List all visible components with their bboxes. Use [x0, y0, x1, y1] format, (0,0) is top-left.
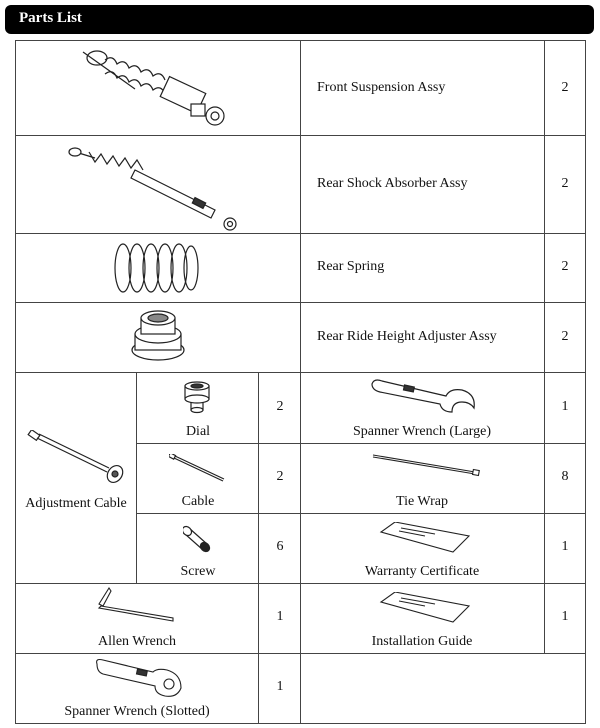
- part-name-rear-spring: Rear Spring: [317, 259, 385, 274]
- cable-icon: [169, 454, 227, 484]
- part-name-dial: Dial: [185, 424, 211, 439]
- part-name-warranty: Warranty Certificate: [364, 564, 480, 579]
- rear-shock-absorber-icon: [65, 140, 245, 232]
- screw-icon: [183, 524, 213, 554]
- part-name-rear-shock: Rear Shock Absorber Assy: [317, 176, 468, 191]
- part-qty-tie-wrap: 8: [561, 469, 569, 484]
- tie-wrap-icon: [371, 452, 481, 478]
- parts-list-header: [5, 5, 594, 34]
- part-name-screw: Screw: [180, 564, 216, 579]
- part-name-install-guide: Installation Guide: [371, 634, 473, 649]
- part-qty-spanner-large: 1: [561, 399, 569, 414]
- part-name-spanner-large: Spanner Wrench (Large): [352, 424, 492, 439]
- part-qty-rear-shock: 2: [561, 176, 569, 191]
- part-qty-cable: 2: [276, 469, 284, 484]
- part-qty-install-guide: 1: [561, 609, 569, 624]
- part-name-tie-wrap: Tie Wrap: [396, 494, 448, 509]
- part-qty-rear-spring: 2: [561, 259, 569, 274]
- part-name-adjustment-cable: Adjustment Cable: [25, 496, 127, 511]
- spanner-wrench-icon: [370, 378, 480, 418]
- dial-knob-icon: [181, 380, 213, 414]
- coil-spring-icon: [111, 238, 201, 300]
- part-qty-allen-wrench: 1: [276, 609, 284, 624]
- front-suspension-assy-icon: [75, 44, 235, 132]
- part-qty-screw: 6: [276, 539, 284, 554]
- part-qty-rear-ride-height: 2: [561, 329, 569, 344]
- part-name-spanner-slotted: Spanner Wrench (Slotted): [64, 704, 210, 719]
- parts-list-title: Parts List: [19, 10, 82, 26]
- document-sheet-icon: [379, 522, 471, 554]
- part-name-allen-wrench: Allen Wrench: [97, 634, 177, 649]
- part-qty-warranty: 1: [561, 539, 569, 554]
- part-name-front-suspension: Front Suspension Assy: [317, 80, 446, 95]
- allen-wrench-icon: [95, 586, 179, 622]
- slotted-spanner-icon: [93, 658, 185, 700]
- part-qty-spanner-slotted: 1: [276, 679, 284, 694]
- part-qty-dial: 2: [276, 399, 284, 414]
- document-sheet-icon: [379, 592, 471, 624]
- ride-height-adjuster-icon: [127, 306, 189, 370]
- part-name-rear-ride-height: Rear Ride Height Adjuster Assy: [317, 329, 497, 344]
- adjustment-cable-icon: [27, 430, 127, 486]
- part-qty-front-suspension: 2: [561, 80, 569, 95]
- part-name-cable: Cable: [181, 494, 215, 509]
- parts-table: [15, 40, 586, 724]
